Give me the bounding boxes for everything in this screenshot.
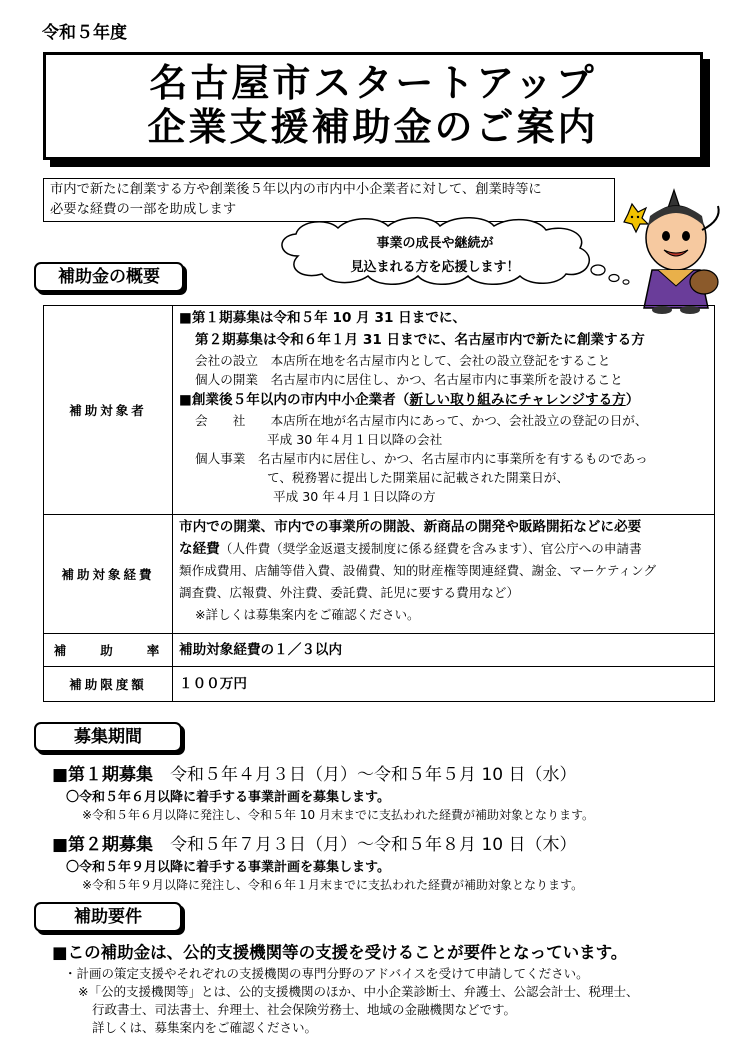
period-2	[52, 830, 577, 855]
target-line: 個人事業 名古屋市内に居住し、かつ、名古屋市内に事業所を有するものであっ	[195, 451, 648, 466]
title-line-2: 企業支援補助金のご案内	[147, 105, 599, 149]
expenses-line-3: 類作成費用、店舗等借入費、設備費、知的財産権等関連経費、謝金、マーケティング	[179, 563, 657, 578]
target-line: 個人の開業 名古屋市内に居住し、かつ、名古屋市内に事業所を設けること	[195, 372, 623, 387]
requirements-line-1: ・計画の策定支援やそれぞれの支援機関の専門分野のアドバイスを受けて申請してください。	[64, 966, 589, 981]
period-1-note-1: 〇令和５年６月以降に着手する事業計画を募集します。	[66, 790, 390, 805]
target-line: 第２期募集は令和６年１月 31 日までに、名古屋市内で新たに創業する方	[195, 332, 645, 348]
target-line: 平成 30 年４月１日以降の方	[273, 489, 436, 504]
period-1-range: 令和５年４月３日（月）～令和５年５月 10 日（水）	[170, 765, 577, 785]
requirements-line-4: 詳しくは、募集案内をご確認ください。	[92, 1020, 318, 1035]
requirements-line-3: 行政書士、司法書士、弁理士、社会保険労務士、地域の金融機関などです。	[92, 1002, 517, 1017]
requirements-main: ■この補助金は、公的支援機関等の支援を受けることが要件となっています。	[52, 943, 628, 962]
target-line: て、税務署に提出した開業届に記載された開業日が、	[267, 470, 569, 485]
limit-label: 補助限度額	[44, 667, 173, 702]
period-2-range: 令和５年７月３日（月）～令和５年８月 10 日（木）	[170, 835, 577, 855]
cloud-line-2: 見込まれる方を応援します！	[350, 260, 520, 275]
table-row-rate	[44, 634, 715, 667]
mascot-character-icon	[618, 186, 730, 314]
expenses-line-2: な経費（人件費（奨学金返還支援制度に係る経費を含みます）、官公庁への申請書	[179, 541, 642, 557]
requirements-line-2: ※「公的支援機関等」とは、公的支援機関のほか、中小企業診断士、弁護士、公認会計士、税理士、	[78, 984, 639, 999]
period-1-note-2: ※令和５年６月以降に発注し、令和５年 10 月末までに支払われた経費が補助対象となります。	[82, 808, 594, 822]
table-row-target	[44, 306, 715, 515]
expenses-line-1: 市内での開業、市内での事業所の開設、新商品の開発や販路開拓などに必要	[179, 519, 642, 535]
limit-value: １００万円	[173, 667, 715, 702]
title-box	[43, 52, 703, 160]
overview-table	[43, 305, 715, 702]
cloud-text	[300, 232, 570, 280]
section-header-overview: 補助金の概要	[34, 262, 184, 292]
target-line: 会 社 本店所在地が名古屋市内にあって、かつ、会社設立の登記の日が、	[195, 413, 648, 428]
period-2-note-2: ※令和５年９月以降に発注し、令和６年１月末までに支払われた経費が補助対象となります。	[82, 878, 584, 892]
period-1-name: ■第１期募集	[52, 765, 154, 785]
period-2-name: ■第２期募集	[52, 835, 154, 855]
period-2-note-1: 〇令和５年９月以降に着手する事業計画を募集します。	[66, 860, 390, 875]
section-header-requirements: 補助要件	[34, 902, 182, 932]
section-header-period: 募集期間	[34, 722, 182, 752]
target-line: 会社の設立 本店所在地を名古屋市内として、会社の設立登記をすること	[195, 353, 611, 368]
intro-line-2: 必要な経費の一部を助成します	[50, 202, 237, 217]
expenses-content	[173, 515, 715, 634]
expenses-line-4: 調査費、広報費、外注費、委託費、託児に要する費用など）	[179, 585, 520, 600]
period-1	[52, 760, 577, 785]
table-row-expenses	[44, 515, 715, 634]
target-line: 平成 30 年４月１日以降の会社	[267, 432, 443, 447]
expenses-label: 補助対象経費	[44, 515, 173, 634]
target-content	[173, 306, 715, 515]
cloud-line-1: 事業の成長や継続が	[376, 236, 494, 251]
title-line-1: 名古屋市スタートアップ	[149, 61, 597, 105]
fiscal-year: 令和５年度	[42, 23, 127, 43]
intro-line-1: 市内で新たに創業する方や創業後５年以内の市内中小企業者に対して、創業時等に	[50, 182, 542, 197]
target-line: ■第１期募集は令和５年 10 月 31 日までに、	[179, 310, 467, 326]
rate-value: 補助対象経費の１／３以内	[173, 634, 715, 667]
rate-label: 補 助 率	[44, 634, 173, 667]
target-label: 補助対象者	[44, 306, 173, 515]
expenses-line-5: ※詳しくは募集案内をご確認ください。	[195, 607, 420, 622]
table-row-limit	[44, 667, 715, 702]
target-line-challenge: ■創業後５年以内の市内中小企業者（新しい取り組みにチャレンジする方）	[179, 392, 640, 408]
